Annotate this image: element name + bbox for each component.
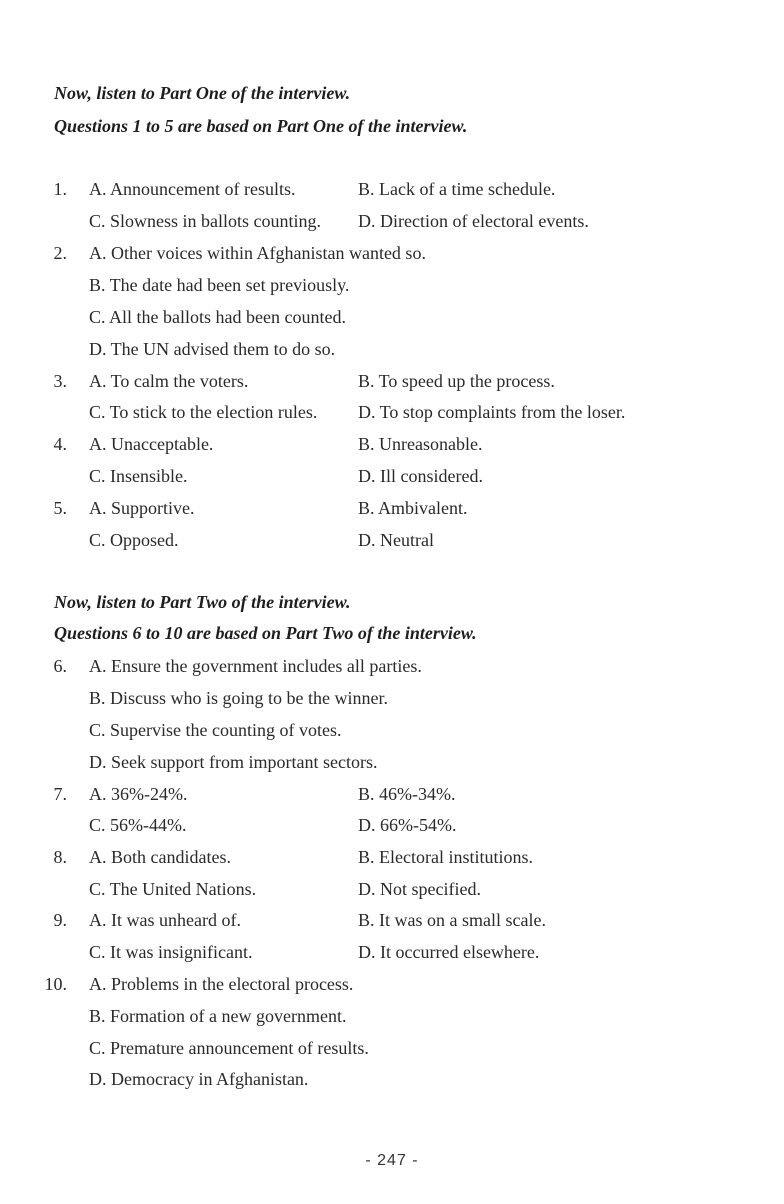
option-a: A. Problems in the electoral process.	[89, 974, 354, 994]
question-10-row-3	[0, 1036, 784, 1060]
option-c: C. The United Nations.	[89, 879, 257, 899]
option-a: A. Both candidates.	[89, 847, 231, 867]
part-one-questions-note: Questions 1 to 5 are based on Part One of the interview.	[54, 116, 468, 136]
question-number: 4.	[53, 434, 67, 454]
question-10-row-4	[0, 1067, 784, 1091]
question-5-row-2	[0, 528, 784, 552]
option-b: B. Ambivalent.	[358, 498, 468, 518]
question-number: 3.	[53, 371, 67, 391]
question-2-row-3	[0, 305, 784, 329]
option-a: A. 36%-24%.	[89, 784, 188, 804]
option-d: D. Ill considered.	[358, 466, 483, 486]
option-b: B. Formation of a new government.	[89, 1006, 347, 1026]
option-b: B. 46%-34%.	[358, 784, 456, 804]
option-b: B. Lack of a time schedule.	[358, 179, 556, 199]
page-number: - 247 -	[365, 1152, 419, 1169]
question-number: 1.	[53, 179, 67, 199]
option-a: A. Supportive.	[89, 498, 195, 518]
option-c: C. Insensible.	[89, 466, 188, 486]
option-a: A. Unacceptable.	[89, 434, 214, 454]
question-4-row-2	[0, 464, 784, 488]
question-6-row-2	[0, 686, 784, 710]
question-2	[0, 241, 784, 265]
question-1	[0, 177, 784, 201]
option-b: B. Discuss who is going to be the winner.	[89, 688, 388, 708]
question-number: 10.	[44, 974, 67, 994]
question-1-row-2	[0, 209, 784, 233]
question-number: 6.	[53, 656, 67, 676]
question-10	[0, 972, 784, 996]
option-d: D. Neutral	[358, 530, 434, 550]
option-b: B. The date had been set previously.	[89, 275, 350, 295]
question-8	[0, 845, 784, 869]
option-c: C. All the ballots had been counted.	[89, 307, 346, 327]
part-two-instruction: Now, listen to Part Two of the interview.	[54, 592, 351, 612]
option-b: B. Unreasonable.	[358, 434, 483, 454]
option-c: C. Premature announcement of results.	[89, 1038, 369, 1058]
option-d: D. The UN advised them to do so.	[89, 339, 336, 359]
question-9	[0, 908, 784, 932]
question-number: 2.	[53, 243, 67, 263]
option-d: D. It occurred elsewhere.	[358, 942, 540, 962]
option-b: B. To speed up the process.	[358, 371, 555, 391]
option-c: C. To stick to the election rules.	[89, 402, 318, 422]
option-c: C. It was insignificant.	[89, 942, 253, 962]
question-7-row-2	[0, 813, 784, 837]
question-6-row-3	[0, 718, 784, 742]
option-d: D. Seek support from important sectors.	[89, 752, 378, 772]
question-5	[0, 496, 784, 520]
question-2-row-4	[0, 337, 784, 361]
option-c: C. Slowness in ballots counting.	[89, 211, 322, 231]
option-a: A. Announcement of results.	[89, 179, 296, 199]
question-7	[0, 782, 784, 806]
question-3-row-2	[0, 400, 784, 424]
question-2-row-2	[0, 273, 784, 297]
option-a: A. It was unheard of.	[89, 910, 241, 930]
question-number: 5.	[53, 498, 67, 518]
option-c: C. 56%-44%.	[89, 815, 187, 835]
option-a: A. Other voices within Afghanistan wanted so.	[89, 243, 426, 263]
question-9-row-2	[0, 940, 784, 964]
question-10-row-2	[0, 1004, 784, 1028]
option-c: C. Opposed.	[89, 530, 179, 550]
option-b: B. Electoral institutions.	[358, 847, 533, 867]
option-d: D. To stop complaints from the loser.	[358, 402, 626, 422]
question-6-row-4	[0, 750, 784, 774]
option-b: B. It was on a small scale.	[358, 910, 546, 930]
part-two-questions-note: Questions 6 to 10 are based on Part Two of the interview.	[54, 623, 477, 643]
option-a: A. To calm the voters.	[89, 371, 249, 391]
question-6	[0, 654, 784, 678]
question-3	[0, 369, 784, 393]
part-one-instruction: Now, listen to Part One of the interview.	[54, 83, 351, 103]
question-8-row-2	[0, 877, 784, 901]
option-d: D. Direction of electoral events.	[358, 211, 589, 231]
option-d: D. 66%-54%.	[358, 815, 457, 835]
option-d: D. Not specified.	[358, 879, 481, 899]
option-c: C. Supervise the counting of votes.	[89, 720, 342, 740]
option-a: A. Ensure the government includes all parties.	[89, 656, 422, 676]
question-number: 7.	[53, 784, 67, 804]
question-number: 9.	[53, 910, 67, 930]
question-4	[0, 432, 784, 456]
question-number: 8.	[53, 847, 67, 867]
option-d: D. Democracy in Afghanistan.	[89, 1069, 309, 1089]
